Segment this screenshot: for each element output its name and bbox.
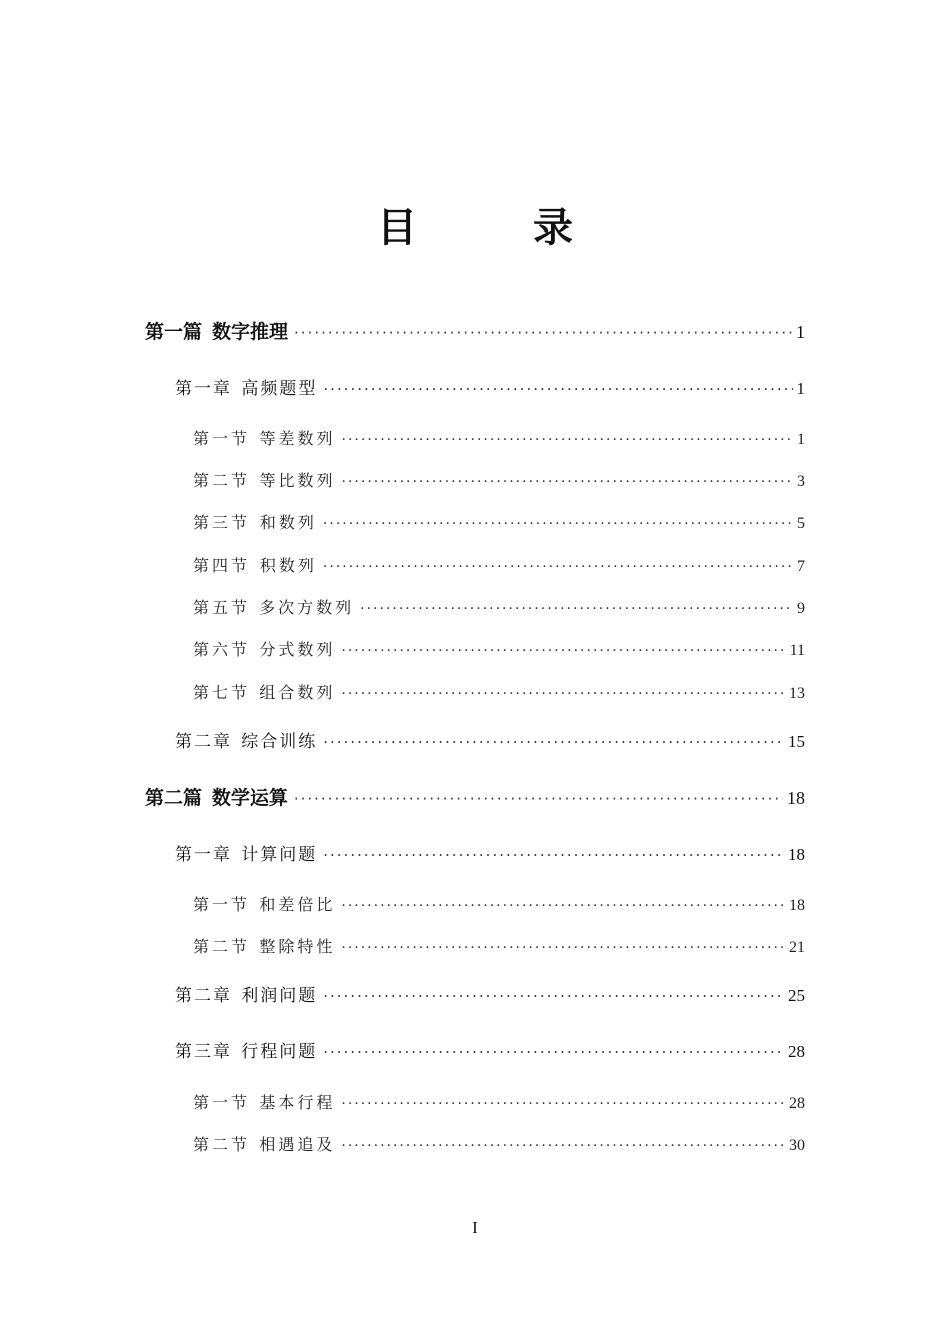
dot-leader bbox=[342, 428, 793, 452]
toc-page-number: 9 bbox=[797, 600, 805, 617]
toc-entry-label: 第二章 bbox=[175, 986, 232, 1006]
toc-section[interactable] bbox=[193, 935, 805, 960]
toc-page-number: 28 bbox=[789, 1095, 805, 1112]
toc-page-number: 3 bbox=[797, 473, 805, 490]
page-title: 目 录 bbox=[377, 205, 611, 251]
toc-section[interactable] bbox=[193, 681, 805, 706]
toc-page-number: 11 bbox=[789, 642, 805, 659]
toc-page-number: 5 bbox=[797, 515, 805, 532]
toc-part-1[interactable] bbox=[145, 320, 805, 345]
toc-entry-label: 第二节 bbox=[193, 471, 251, 490]
toc-entry-title: 利润问题 bbox=[241, 986, 318, 1006]
toc-entry-title: 综合训练 bbox=[241, 732, 318, 752]
toc-entry-label: 第二篇 bbox=[145, 787, 203, 809]
toc-entry-title: 等比数列 bbox=[259, 471, 336, 490]
dot-leader bbox=[323, 730, 784, 754]
toc-page-number: 18 bbox=[789, 897, 805, 914]
page-footer-number: I bbox=[472, 1218, 478, 1237]
dot-leader bbox=[323, 843, 784, 867]
toc-entry-title: 行程问题 bbox=[241, 1042, 318, 1062]
dot-leader bbox=[323, 555, 793, 579]
toc-entry-title: 分式数列 bbox=[259, 640, 336, 659]
dot-leader bbox=[323, 377, 792, 401]
toc-page-number: 21 bbox=[789, 939, 805, 956]
toc-entry-label: 第二章 bbox=[175, 732, 232, 752]
dot-leader bbox=[341, 639, 785, 663]
toc-entry-label: 第一篇 bbox=[145, 321, 203, 343]
toc-entry-title: 计算问题 bbox=[241, 845, 318, 865]
dot-leader bbox=[294, 321, 792, 345]
toc-page-number: 28 bbox=[788, 1042, 805, 1061]
dot-leader bbox=[323, 1040, 784, 1064]
toc-section[interactable] bbox=[193, 554, 805, 579]
toc-chapter[interactable] bbox=[175, 377, 805, 401]
toc-entry-label: 第五节 bbox=[193, 598, 251, 617]
toc-entry-label: 第三章 bbox=[175, 1042, 232, 1062]
toc-entry-title: 多次方数列 bbox=[259, 598, 355, 617]
toc-chapter[interactable] bbox=[175, 730, 805, 754]
toc-page-number: 1 bbox=[797, 431, 805, 448]
toc-entry-title: 数字推理 bbox=[212, 321, 289, 343]
dot-leader bbox=[342, 470, 793, 494]
toc-entry-label: 第一节 bbox=[193, 895, 251, 914]
dot-leader bbox=[341, 936, 785, 960]
toc-section[interactable] bbox=[193, 511, 805, 536]
toc-page-number: 7 bbox=[797, 558, 805, 575]
toc-entry-label: 第二节 bbox=[193, 1135, 251, 1154]
toc-entry-title: 等差数列 bbox=[259, 429, 336, 448]
toc-section[interactable] bbox=[193, 638, 805, 663]
toc-section[interactable] bbox=[193, 893, 805, 918]
toc-page-number: 25 bbox=[788, 986, 805, 1005]
toc-entry-label: 第一节 bbox=[193, 429, 251, 448]
toc-entry-label: 第四节 bbox=[193, 556, 251, 575]
toc-page-number: 18 bbox=[787, 788, 805, 808]
toc-chapter[interactable] bbox=[175, 984, 805, 1008]
toc-section[interactable] bbox=[193, 596, 805, 621]
toc-section[interactable] bbox=[193, 1133, 805, 1158]
dot-leader bbox=[341, 1134, 785, 1158]
toc-entry-label: 第七节 bbox=[193, 683, 251, 702]
toc-page-number: 30 bbox=[789, 1137, 805, 1154]
toc-entry-label: 第一节 bbox=[193, 1093, 251, 1112]
toc-page-number: 13 bbox=[789, 685, 805, 702]
dot-leader bbox=[341, 682, 785, 706]
toc-entry-label: 第二节 bbox=[193, 937, 251, 956]
toc-section[interactable] bbox=[193, 427, 805, 452]
dot-leader bbox=[341, 894, 785, 918]
toc-entry-title: 和差倍比 bbox=[259, 895, 336, 914]
toc-entry-title: 基本行程 bbox=[259, 1093, 336, 1112]
dot-leader bbox=[294, 787, 783, 811]
toc-page-number: 1 bbox=[796, 322, 805, 342]
dot-leader bbox=[323, 984, 784, 1008]
toc-chapter[interactable] bbox=[175, 843, 805, 867]
toc-section[interactable] bbox=[193, 1091, 805, 1116]
toc-page-number: 18 bbox=[788, 845, 805, 864]
toc-entry-label: 第一章 bbox=[175, 379, 232, 399]
toc-entry-title: 和数列 bbox=[259, 513, 317, 532]
dot-leader bbox=[360, 597, 793, 621]
toc-page-number: 15 bbox=[788, 732, 805, 751]
toc-entry-title: 整除特性 bbox=[259, 937, 336, 956]
toc-entry-title: 相遇追及 bbox=[259, 1135, 336, 1154]
toc-entry-label: 第一章 bbox=[175, 845, 232, 865]
toc-entry-title: 组合数列 bbox=[259, 683, 336, 702]
toc-section[interactable] bbox=[193, 469, 805, 494]
toc-entry-title: 数学运算 bbox=[211, 787, 288, 809]
toc-entry-title: 高频题型 bbox=[241, 379, 318, 399]
toc-entry-label: 第六节 bbox=[193, 640, 251, 659]
toc-entry-label: 第三节 bbox=[193, 513, 251, 532]
toc-page-number: 1 bbox=[796, 379, 805, 398]
toc-entry-title: 积数列 bbox=[259, 556, 317, 575]
dot-leader bbox=[341, 1092, 785, 1116]
dot-leader bbox=[323, 512, 793, 536]
toc-part-2[interactable] bbox=[145, 786, 805, 811]
toc-chapter[interactable] bbox=[175, 1040, 805, 1064]
